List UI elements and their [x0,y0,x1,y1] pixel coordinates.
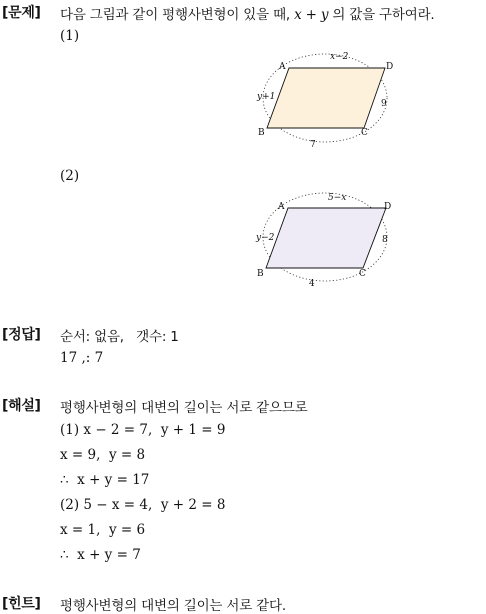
explanation-line: x = 9, y = 8 [60,447,146,463]
vertex-a-label: A [279,62,286,72]
vertex-c-label: C [359,269,366,279]
side-label-top: x−2 [330,52,349,62]
side-label-left: y+1 [257,92,276,102]
explanation-line: ∴ x + y = 17 [60,472,150,488]
subproblem-2-label: (2) [60,168,80,184]
vertex-d-label: D [386,62,394,72]
side-label-top: 5−x [328,193,347,203]
problem-tag: [문제] [2,5,41,21]
answer-line-2: 17 ,: 7 [60,350,104,366]
problem-expression: x + y [294,7,329,23]
explanation-line: ∴ x + y = 7 [60,547,141,563]
parallelogram-1-shape [267,68,385,128]
problem-text-prefix: 다음 그림과 같이 평행사변형이 있을 때, [60,7,291,23]
problem-statement [60,3,435,23]
explanation-line: (2) 5 − x = 4, y + 2 = 8 [60,497,226,513]
vertex-c-label: C [361,128,368,138]
vertex-b-label: B [258,128,265,138]
subproblem-1-label: (1) [60,28,80,44]
explanation-line: (1) x − 2 = 7, y + 1 = 9 [60,422,226,438]
side-label-right: 8 [382,235,388,245]
answer-tag: [정답] [2,327,41,343]
problem-text-suffix: 의 값을 구하여라. [332,7,435,23]
side-label-right: 9 [381,99,387,109]
explanation-line: x = 1, y = 6 [60,522,146,538]
side-label-left: y−2 [256,233,275,243]
vertex-b-label: B [257,269,264,279]
vertex-a-label: A [278,202,285,212]
parallelogram-figure-2 [248,190,408,290]
explanation-tag: [해설] [2,398,41,414]
hint-text: 평행사변형의 대변의 길이는 서로 같다. [60,598,286,614]
vertex-d-label: D [384,202,392,212]
hint-tag: [힌트] [2,596,41,612]
side-label-bottom: 4 [309,279,315,289]
parallelogram-figure-1 [248,52,408,152]
answer-line-1: 순서: 없음, 갯수: 1 [60,329,179,345]
parallelogram-2-shape [266,208,386,268]
explanation-intro: 평행사변형의 대변의 길이는 서로 같으므로 [60,400,308,416]
side-label-bottom: 7 [310,140,316,150]
